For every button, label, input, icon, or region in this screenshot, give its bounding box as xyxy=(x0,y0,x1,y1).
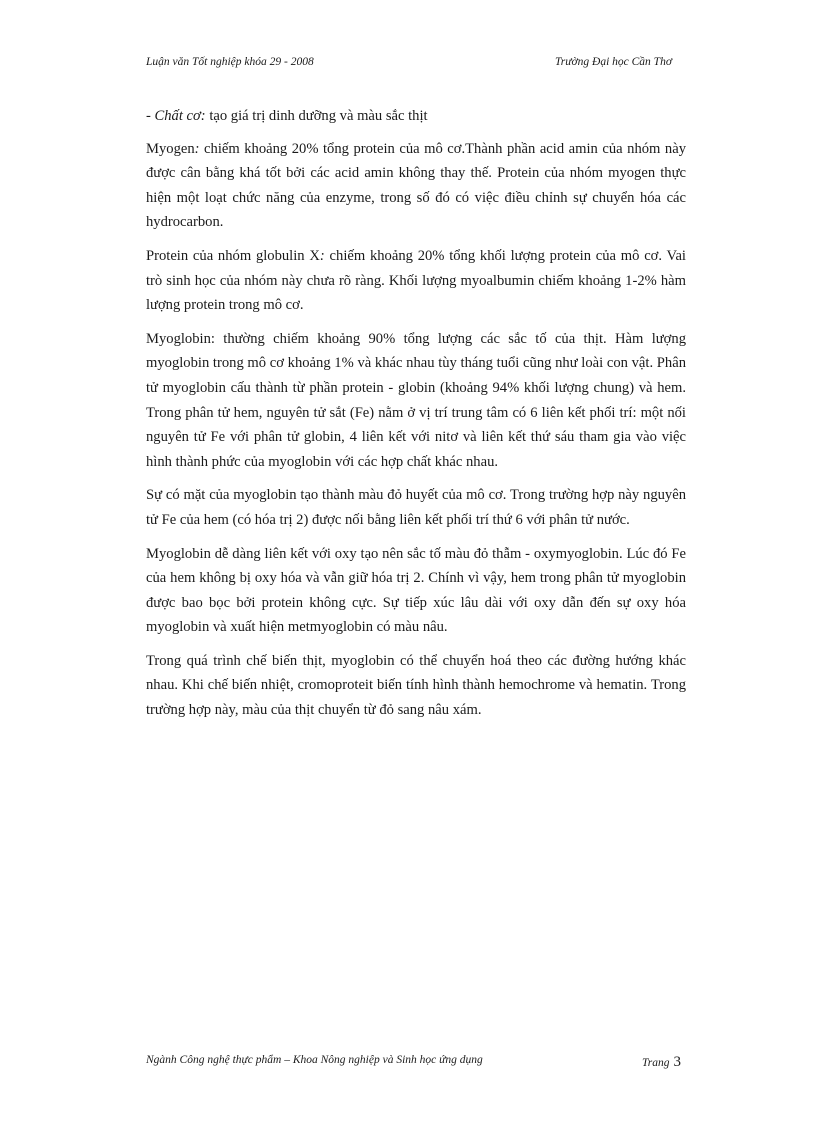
paragraph-globulin xyxy=(146,244,686,318)
term-myogen: Myogen xyxy=(146,140,195,157)
term-colon: : xyxy=(194,140,200,157)
header-university: Trường Đại học Cần Thơ xyxy=(555,56,672,68)
section-lead: - Chất cơ: xyxy=(146,108,206,124)
paragraph-text: chiếm khoảng 20% tổng protein của mô cơ.Thành phần acid amin của nhóm này được cân bằng khá tốt bởi các acid amin không thay thế. Protein của nhóm myogen thực hiện một loạt chức năng của enzyme, trong số đó có việc điều chỉnh sự chuyển hóa các hydrocarbon. xyxy=(146,140,686,231)
paragraph-myoglobin: Myoglobin: thường chiếm khoảng 90% tổng lượng các sắc tố của thịt. Hàm lượng myoglobin trong mô cơ khoảng 1% và khác nhau tùy tháng tuổi cũng như loài con vật. Phân tử myoglobin cấu thành từ phần protein - globin (khoảng 94% khối lượng chung) và hem. Trong phân tử hem, nguyên tử sắt (Fe) nằm ở vị trí trung tâm có 6 liên kết phối trí: một nối nguyên tử Fe với phân tử globin, 4 liên kết với nitơ và liên kết thứ sáu tham gia vào việc hình thành phức của myoglobin với các hợp chất khác nhau. xyxy=(146,330,686,470)
document-body xyxy=(146,104,686,732)
paragraph-oxymyoglobin: Myoglobin dễ dàng liên kết với oxy tạo nên sắc tố màu đỏ thẫm - oxymyoglobin. Lúc đó Fe của hem không bị oxy hóa và vẫn giữ hóa trị 2. Chính vì vậy, hem trong phân tử myoglobin được bao bọc bởi protein không cực. Sự tiếp xúc lâu dài với oxy dẫn đến sự oxy hóa myoglobin và xuất hiện metmyoglobin có màu nâu. xyxy=(146,545,686,636)
footer-department: Ngành Công nghệ thực phẩm – Khoa Nông nghiệp và Sinh học ứng dụng xyxy=(146,1054,483,1066)
paragraph-text: tạo giá trị dinh dưỡng và màu sắc thịt xyxy=(205,108,428,124)
paragraph-text: chiếm khoảng 20% tổng khối lượng protein của mô cơ. Vai trò sinh học của nhóm này chưa rõ ràng. Khối lượng myoalbumin chiếm khoảng 1-2% hàm lượng protein trong mô cơ. xyxy=(146,247,686,314)
paragraph-red-color: Sự có mặt của myoglobin tạo thành màu đỏ huyết của mô cơ. Trong trường hợp này nguyên tử Fe của hem (có hóa trị 2) được nối bằng liên kết phối trí thứ 6 với phân tử nước. xyxy=(146,487,686,528)
term-globulin: Protein của nhóm globulin X xyxy=(146,247,320,264)
header-thesis-title: Luận văn Tốt nghiệp khóa 29 - 2008 xyxy=(146,56,314,68)
page-label: Trang xyxy=(642,1057,670,1069)
paragraph-muscle-matter xyxy=(146,104,686,129)
page-number: 3 xyxy=(673,1054,681,1070)
paragraph-myogen xyxy=(146,137,686,235)
paragraph-processing: Trong quá trình chế biến thịt, myoglobin có thể chuyển hoá theo các đường hướng khác nhau. Khi chế biến nhiệt, cromoproteit biến tính hình thành hemochrome và hematin. Trong trường hợp này, màu của thịt chuyển từ đỏ sang nâu xám. xyxy=(146,652,686,719)
page-number-block xyxy=(642,1054,681,1071)
term-colon: : xyxy=(319,247,325,264)
